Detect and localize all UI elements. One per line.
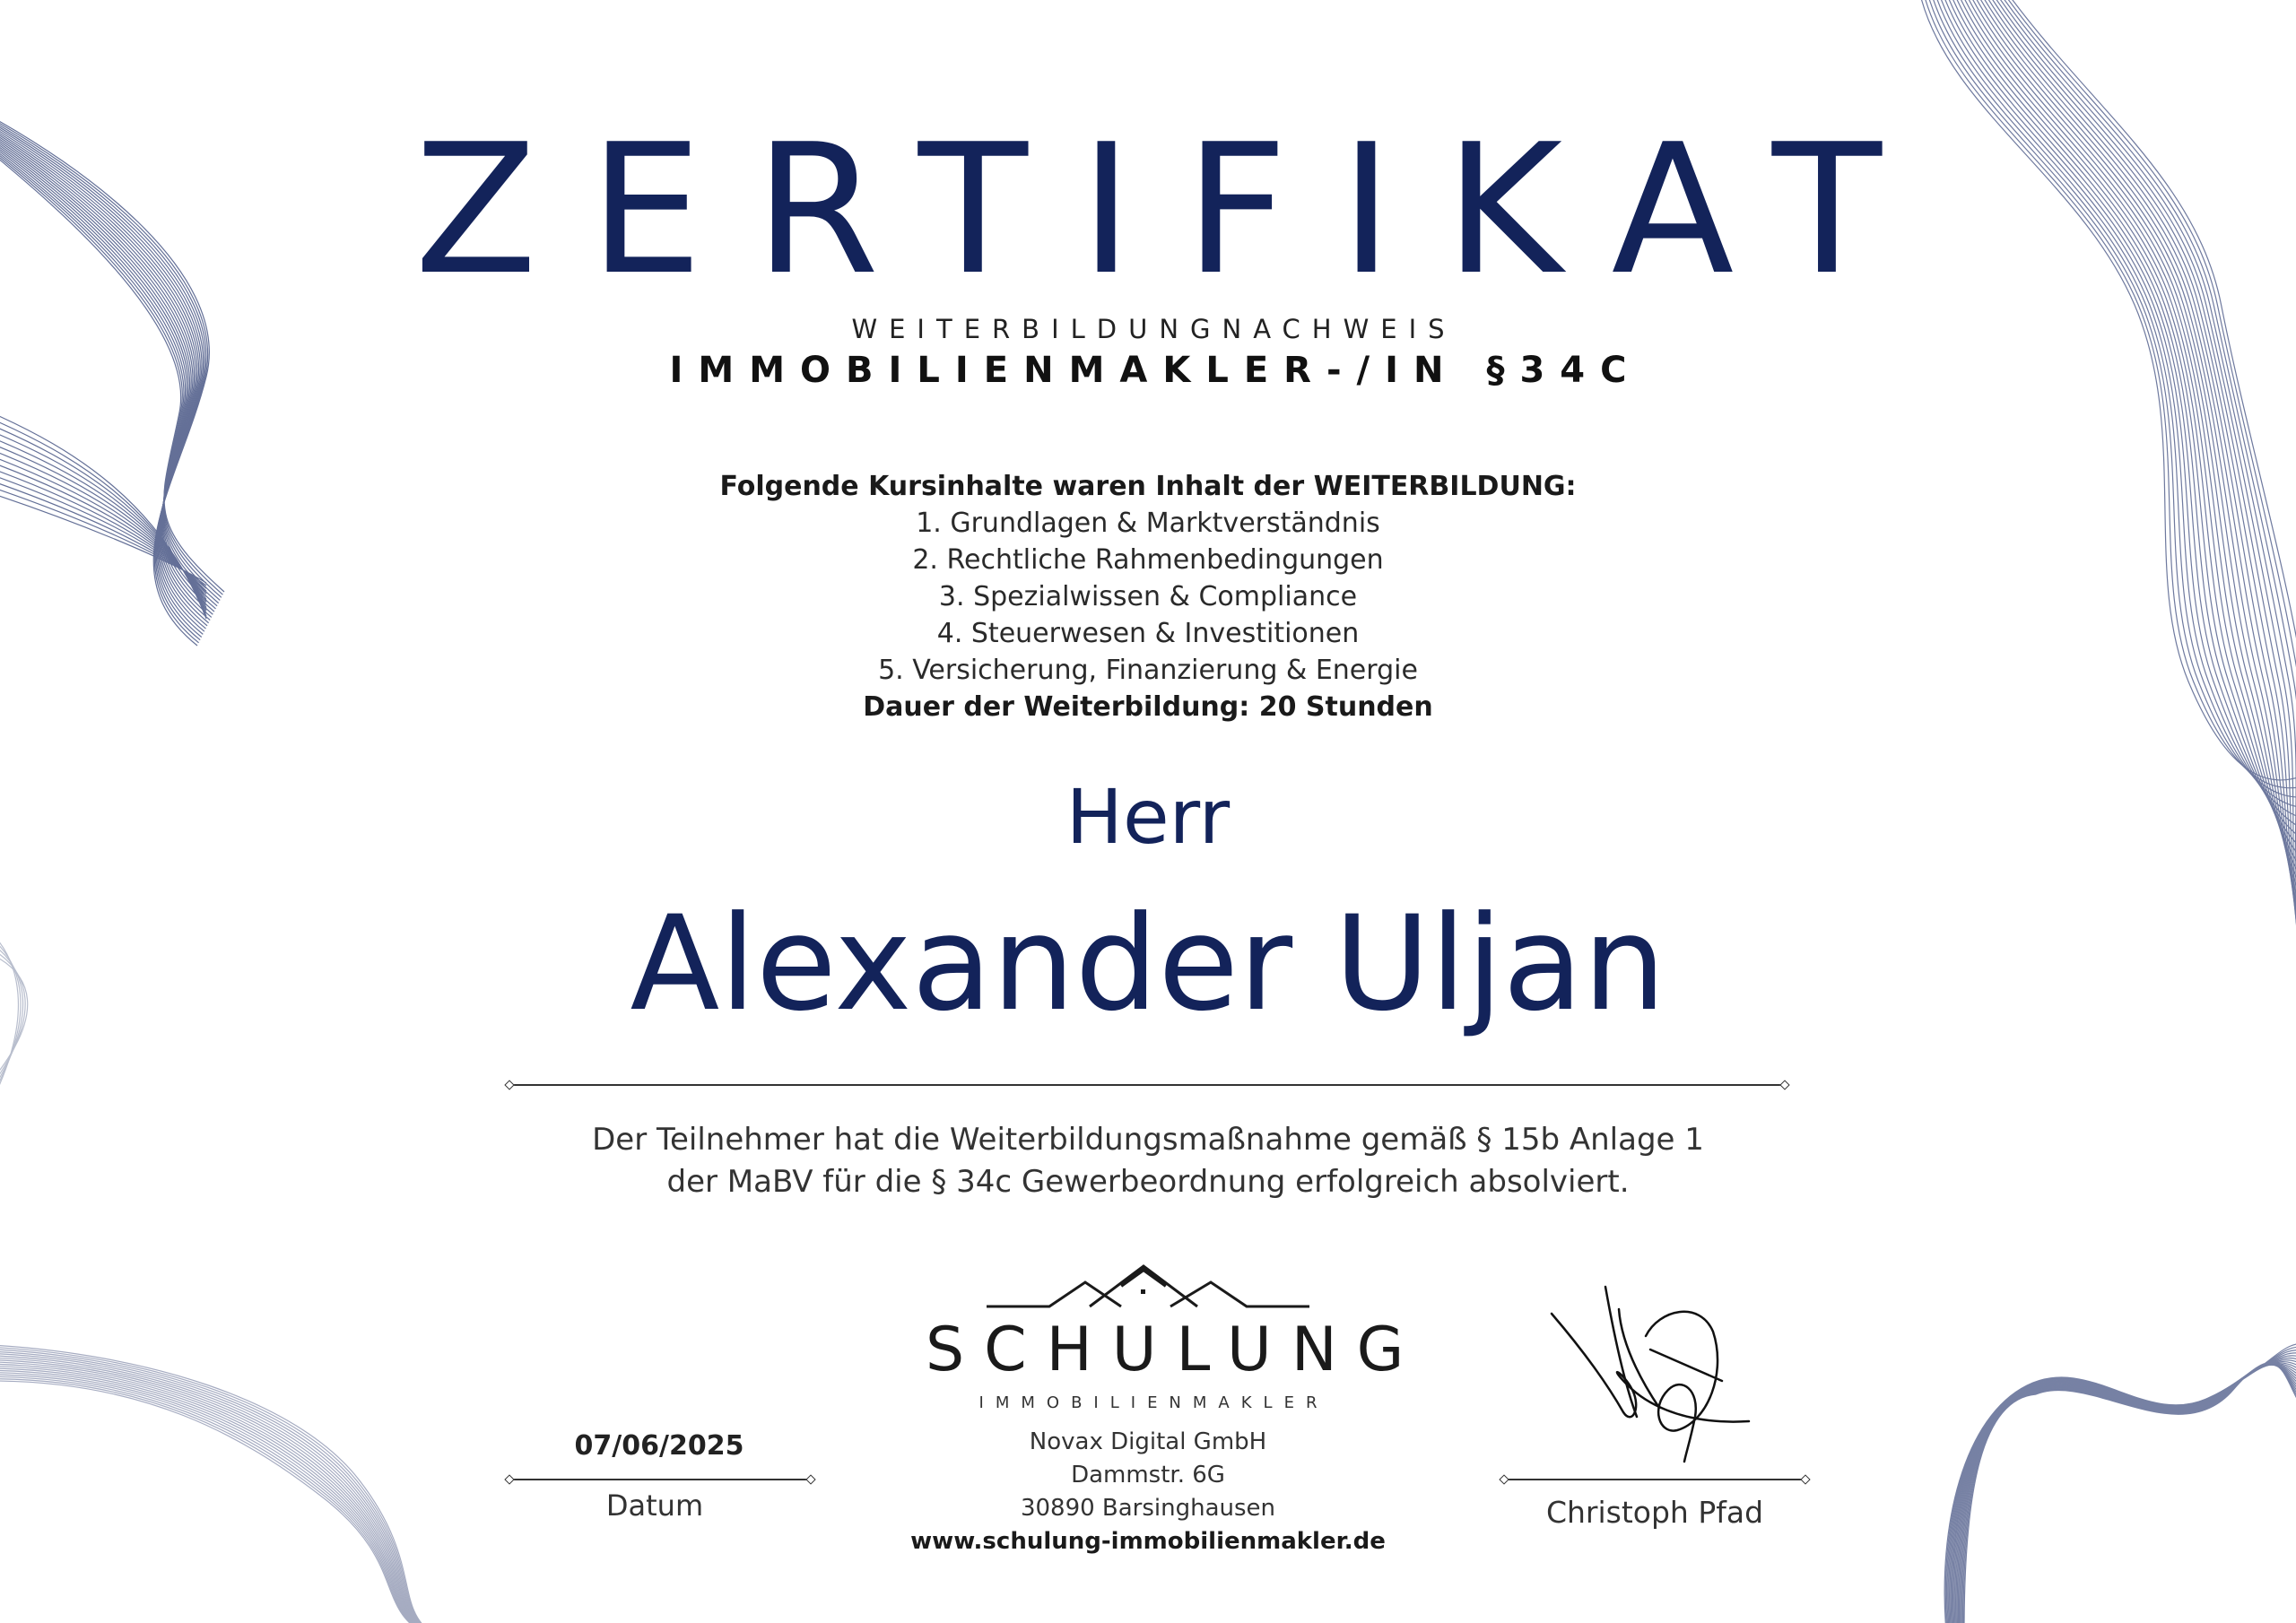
wave-line [0,1376,422,1623]
certificate-title: ZERTIFIKAT [413,106,1935,315]
recipient-salutation: Herr [1065,773,1231,861]
company-street: Dammstr. 6G [1071,1462,1225,1488]
recipient-name: Alexander Uljan [630,888,1666,1040]
certificate-subtitle: WEITERBILDUNGNACHWEIS [851,314,1457,344]
completion-statement [0,1119,2296,1203]
statement-line-2: der MaBV für die § 34c Gewerbeordnung erfolgreich absolviert. [666,1164,1630,1200]
company-city: 30890 Barsinghausen [1020,1495,1276,1522]
company-name: Novax Digital GmbH [1029,1428,1267,1455]
wave-line [1948,1353,2296,1623]
name-divider [509,1084,1785,1086]
company-website[interactable]: www.schulung-immobilienmakler.de [910,1528,1386,1555]
signature-icon [1543,1273,1758,1471]
signer-name: Christoph Pfad [1545,1495,1764,1530]
roof-icon [987,1255,1309,1309]
statement-line-1: Der Teilnehmer hat die Weiterbildungsmaßnahme gemäß § 15b Anlage 1 [592,1122,1704,1158]
content-item: 3. Spezialwissen & Compliance [938,581,1358,612]
wave-line [0,1345,430,1623]
content-item: 4. Steuerwesen & Investitionen [936,618,1360,649]
course-duration: Dauer der Weiterbildung: 20 Stunden [863,691,1433,723]
issue-date: 07/06/2025 [574,1430,744,1462]
wave-bottom-left [0,1345,430,1623]
content-item: 1. Grundlagen & Marktverständnis [916,508,1380,539]
content-item: 2. Rechtliche Rahmenbedingungen [912,544,1384,576]
date-divider [509,1479,811,1480]
wave-line [0,1358,427,1623]
logo-tagline: IMMOBILIENMAKLER [978,1393,1329,1412]
wave-line [1947,1350,2296,1623]
content-item: 5. Versicherung, Finanzierung & Energie [878,655,1418,686]
company-logo [906,1255,1424,1412]
wave-line [1945,1347,2296,1623]
company-address [879,1426,1417,1558]
signature-divider [1504,1479,1805,1480]
course-title: IMMOBILIENMAKLER-/IN §34C [669,350,1642,391]
wave-line [0,1347,430,1623]
date-label: Datum [605,1488,704,1523]
wave-line [0,1368,425,1623]
logo-wordmark: SCHULUNG [926,1315,1424,1385]
course-contents [0,468,2296,725]
wave-line [1944,1343,2296,1623]
contents-heading: Folgende Kursinhalte waren Inhalt der WEITERBILDUNG: [719,471,1577,502]
wave-bottom-right [1944,1343,2296,1623]
